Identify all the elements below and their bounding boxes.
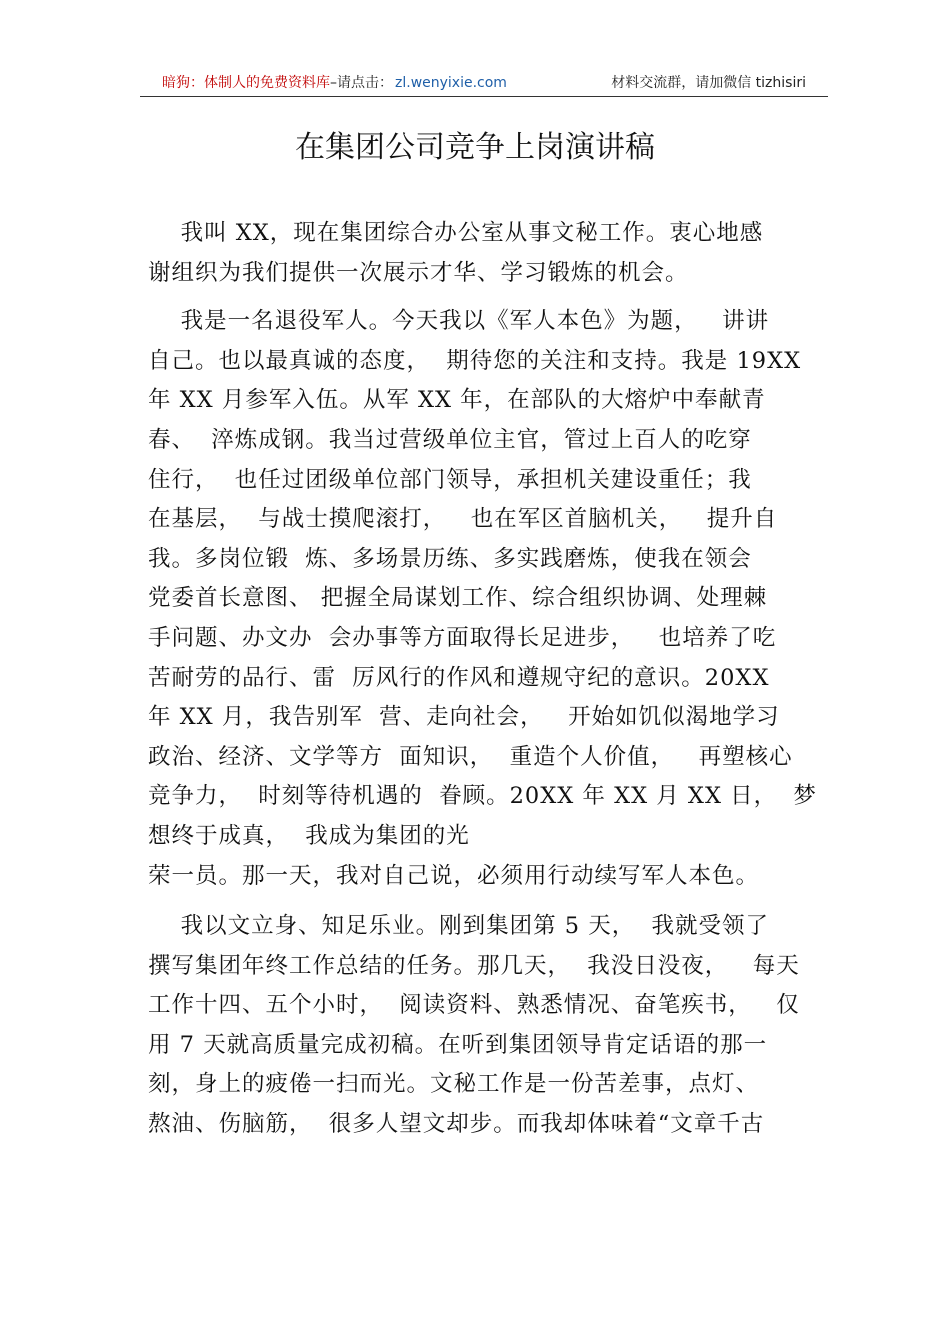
- text-line: 我是一名退役军人。今天我以《军人本色》为题， 讲讲: [148, 308, 770, 335]
- text-line: 年 XX 月，我告别军 营、走向社会， 开始如饥似渴地学习: [148, 704, 780, 731]
- text-line: 竞争力， 时刻等待机遇的 眷顾。20XX 年 XX 月 XX 日， 梦: [148, 783, 817, 810]
- text-line: 用 7 天就高质量完成初稿。在听到集团领导肯定话语的那一: [148, 1031, 768, 1058]
- text-line: 住行， 也任过团级单位部门领导，承担机关建设重任；我: [148, 466, 752, 493]
- paragraph-3: [148, 907, 816, 1145]
- paragraph-2: [148, 302, 816, 896]
- header-link[interactable]: zl.wenyixie.com: [395, 75, 507, 91]
- text-line: 荣一员。那一天，我对自己说，必须用行动续写军人本色。: [148, 862, 760, 889]
- paragraph-1: [148, 214, 816, 293]
- text-line: 苦耐劳的品行、雷 厉风行的作风和遵规守纪的意识。20XX: [148, 664, 770, 691]
- text-line: 工作十四、五个小时， 阅读资料、熟悉情况、奋笔疾书， 仅: [148, 992, 800, 1019]
- text-line: 刻，身上的疲倦一扫而光。文秘工作是一份苦差事，点灯、: [148, 1071, 760, 1098]
- header-wechat-note: 材料交流群，请加微信 tizhisiri: [611, 75, 806, 91]
- text-line: 党委首长意图、 把握全局谋划工作、综合组织协调、处理棘: [148, 585, 768, 612]
- text-line: 政治、经济、文学等方 面知识， 重造个人价值， 再塑核心: [148, 743, 793, 770]
- header-left: [162, 72, 507, 94]
- text-line: 春、 淬炼成钢。我当过营级单位主官，管过上百人的吃穿: [148, 426, 752, 453]
- text-line: 自己。也以最真诚的态度， 期待您的关注和支持。我是 19XX: [148, 347, 802, 374]
- text-line: 想终于成真， 我成为集团的光: [148, 822, 470, 849]
- text-line: 谢组织为我们提供一次展示才华、学习锻炼的机会。: [148, 259, 689, 286]
- text-line: 我以文立身、知足乐业。刚到集团第 5 天， 我就受领了: [148, 913, 770, 940]
- document-body: [148, 214, 816, 1145]
- header-click-prompt: –请点击：: [330, 75, 393, 91]
- text-line: 我叫 XX，现在集团综合办公室从事文秘工作。衷心地感: [148, 220, 764, 246]
- text-line: 在基层， 与战士摸爬滚打， 也在军区首脑机关， 提升自: [148, 506, 778, 533]
- text-line: 撰写集团年终工作总结的任务。那几天， 我没日没夜， 每天: [148, 952, 800, 979]
- document-title: 在集团公司竞争上岗演讲稿: [295, 130, 655, 165]
- text-line: 年 XX 月参军入伍。从军 XX 年，在部队的大熔炉中奉献青: [148, 387, 766, 414]
- page-header: [140, 72, 828, 97]
- text-line: 手问题、办文办 会办事等方面取得长足进步， 也培养了吃: [148, 624, 777, 651]
- header-site-name: 暗狗：体制人的免费资料库: [162, 75, 330, 91]
- text-line: 我。多岗位锻 炼、多场景历练、多实践磨炼，使我在领会: [148, 545, 752, 572]
- text-line: 熬油、伤脑筋， 很多人望文却步。而我却体味着“文章千古: [148, 1111, 765, 1138]
